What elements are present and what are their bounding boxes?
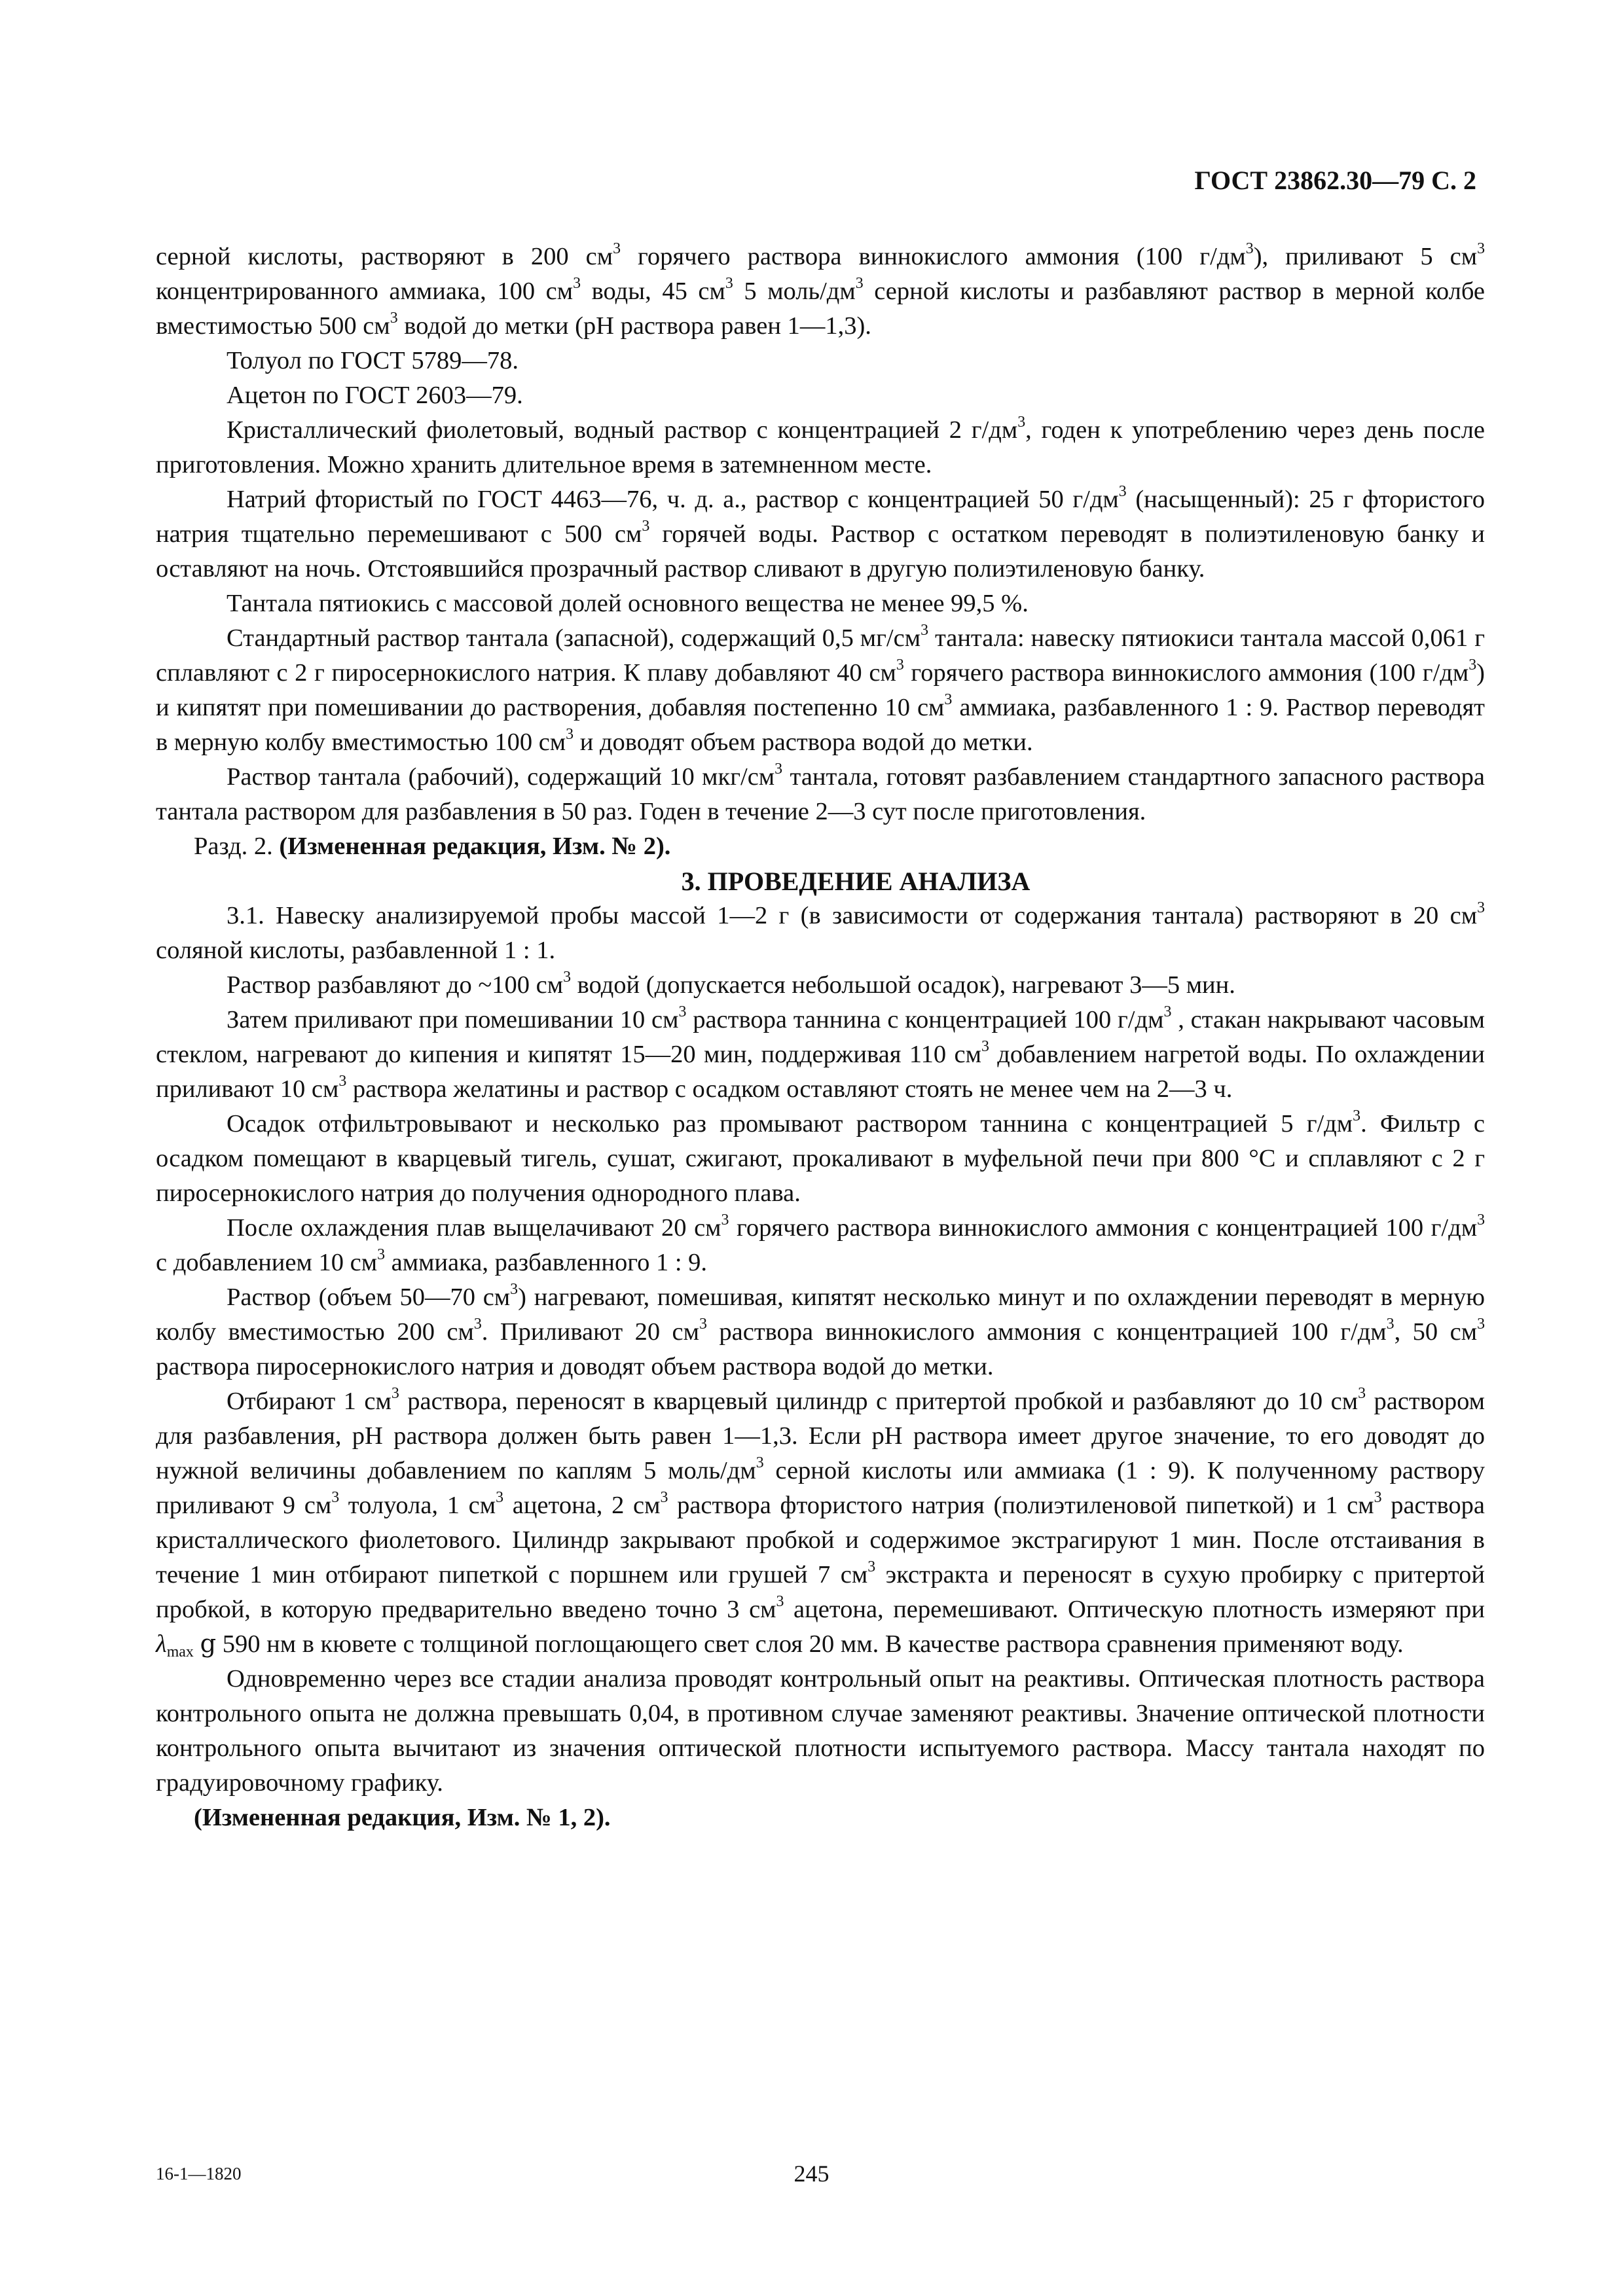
paragraph: Ацетон по ГОСТ 2603—79. xyxy=(227,382,523,409)
amendment-note: Разд. 2. (Измененная редакция, Изм. № 2). xyxy=(194,833,671,860)
paragraph: Отбирают 1 $см^3$ раствора, переносят в кварцевый цилиндр с притертой пробкой и разбавляют до 10 $см^3$ раствором для разбавления, pH раствора должен быть равен 1—1,3. Если pH раствора имеет другое значение, то его доводят до нужной величины добавлением по каплям 5 моль/$дм^3$ серной кислоты или аммиака (1 : 9). К полученному раствору приливают 9 $см^3$ толуола, 1 $см^3$ ацетона, 2 $см^3$ раствора фтористого натрия (полиэтиленовой пипеткой) и 1 $см^3$ раствора кристаллического фиолетового. Цилиндр закрывают пробкой и содержимое экстрагируют 1 мин. После отстаивания в течение 1 мин отбирают пипеткой с поршнем или грушей 7 $см^3$ экстракта и переносят в сухую пробирку с притертой пробкой, в которую предварительно введено точно 3 $см^3$ ацетона, перемешивают. Оптическую плотность измеряют при $\lambda_{max}$ ց 590 нм в кювете с толщиной поглощающего свет слоя 20 мм. В качестве раствора сравнения применяют воду. xyxy=(156,1384,1486,1661)
page-header: ГОСТ 23862.30—79 С. 2 xyxy=(1194,166,1476,195)
amendment-note: (Измененная редакция, Изм. № 1, 2). xyxy=(194,1804,611,1831)
paragraph: Кристаллический фиолетовый, водный раствор с концентрацией 2 $г/дм^3$, годен к употреблению через день после приготовления. Можно хранить длительное время в затемненном месте. xyxy=(156,413,1486,478)
paragraph: После охлаждения плав выщелачивают 20 $см^3$ горячего раствора виннокислого аммония с концентрацией 100 $г/дм^3$ с добавлением 10 $см^3$ аммиака, разбавленного 1 : 9. xyxy=(156,1211,1485,1276)
paragraph: Раствор (объем 50—70 $см^3$) нагревают, помешивая, кипятят несколько минут и по охлаждении переводят в мерную колбу вместимостью 200 $см^3$. Приливают 20 $см^3$ раствора виннокислого аммония с концентрацией 100 $г/дм^3$, 50 $см^3$ раствора пиросернокислого натрия и доводят объем раствора водой до метки. xyxy=(156,1280,1486,1380)
paragraph: серной кислоты, растворяют в 200 $см^3$ горячего раствора виннокислого аммония (100 $г/дм^3$), приливают 5 $см^3$ концентрированного аммиака, 100 $см^3$ воды, 45 $см^3$ 5 моль/$дм^3$ серной кислоты и разбавляют раствор в мерной колбе вместимостью 500 $см^3$ водой до метки (pH раствора равен 1—1,3). xyxy=(156,240,1486,340)
paragraph: Натрий фтористый по ГОСТ 4463—76, ч. д. а., раствор с концентрацией 50 $г/дм^3$ (насыщенный): 25 г фтористого натрия тщательно перемешивают с 500 $см^3$ горячей воды. Раствор с остатком переводят в полиэтиленовую банку и оставляют на ночь. Отстоявшийся прозрачный раствор сливают в другую полиэтиленовую банку. xyxy=(156,482,1485,583)
paragraph: Раствор разбавляют до ~100 $см^3$ водой (допускается небольшой осадок), нагревают 3—5 мин. xyxy=(227,968,1235,999)
document-body xyxy=(156,240,1485,1835)
paragraph: 3.1. Навеску анализируемой пробы массой 1—2 г (в зависимости от содержания тантала) растворяют в 20 $см^3$ соляной кислоты, разбавленной 1 : 1. xyxy=(156,899,1485,964)
page-number: 245 xyxy=(793,2161,830,2187)
paragraph: Раствор тантала (рабочий), содержащий 10 мкг/$см^3$ тантала, готовят разбавлением стандартного запасного раствора тантала раствором для разбавления в 50 раз. Годен в течение 2—3 сут после приготовления. xyxy=(156,760,1485,825)
paragraph: Затем приливают при помешивании 10 $см^3$ раствора таннина с концентрацией 100 $г/дм^3$ , стакан накрывают часовым стеклом, нагревают до кипения и кипятят 15—20 мин, поддерживая 110 $см^3$ добавлением нагретой воды. По охлаждении приливают 10 $см^3$ раствора желатины и раствор с осадком оставляют стоять не менее чем на 2—3 ч. xyxy=(156,1003,1485,1103)
section-title: 3. ПРОВЕДЕНИЕ АНАЛИЗА xyxy=(681,867,1030,896)
paragraph: Одновременно через все стадии анализа проводят контрольный опыт на реактивы. Оптическая плотность раствора контрольного опыта не должна превышать 0,04, в противном случае заменяют реактивы. Значение оптической плотности контрольного опыта вычитают из значения оптической плотности испытуемого раствора. Массу тантала находят по градуировочному графику. xyxy=(156,1665,1485,1797)
paragraph: Тантала пятиокись с массовой долей основного вещества не менее 99,5 %. xyxy=(227,590,1029,617)
print-code: 16-1—1820 xyxy=(156,2164,242,2183)
paragraph: Толуол по ГОСТ 5789—78. xyxy=(227,347,519,374)
paragraph: Осадок отфильтровывают и несколько раз промывают раствором таннина с концентрацией 5 $г/дм^3$. Фильтр с осадком помещают в кварцевый тигель, сушат, сжигают, прокаливают в муфельной печи при 800 °С и сплавляют с 2 г пиросернокислого натрия до получения однородного плава. xyxy=(156,1107,1485,1207)
paragraph: Стандартный раствор тантала (запасной), содержащий 0,5 $мг/см^3$ тантала: навеску пятиокиси тантала массой 0,061 г сплавляют с 2 г пиросернокислого натрия. К плаву добавляют 40 $см^3$ горячего раствора виннокислого аммония (100 $г/дм^3$) и кипятят при помешивании до растворения, добавляя постепенно 10 $см^3$ аммиака, разбавленного 1 : 9. Раствор переводят в мерную колбу вместимостью 100 $см^3$ и доводят объем раствора водой до метки. xyxy=(156,621,1485,756)
